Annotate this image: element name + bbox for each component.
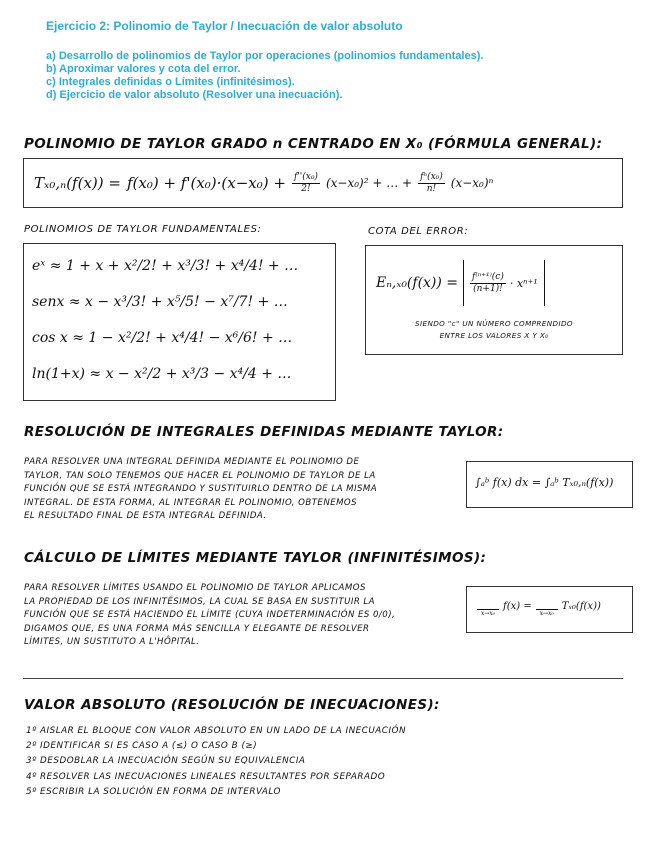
abs-step-4: 4º RESOLVER LAS INECUACIONES LINEALES RESULTANTES POR SEPARADO: [26, 771, 386, 782]
error-note: SIENDO "c" UN NÚMERO COMPRENDIDO ENTRE LOS VALORES X Y X₀: [415, 319, 573, 340]
exercise-item-b: b) Aproximar valores y cota del error.: [46, 63, 241, 75]
taylor-terms: f(x₀) + f'(x₀)·(x−x₀) +: [126, 174, 286, 192]
abs-value-heading: VALOR ABSOLUTO (RESOLUCIÓN DE INECUACIONES):: [24, 697, 440, 713]
error-heading: COTA DEL ERROR:: [368, 226, 469, 237]
taylor-terms-n: (x−x₀)ⁿ: [450, 176, 494, 190]
fundamentals-box: [23, 243, 336, 401]
fundamentals-heading: POLINOMIOS DE TAYLOR FUNDAMENTALES:: [24, 224, 262, 235]
taylor-frac-2: $\frac{\text{f''(x₀)}}{2!}$: [293, 171, 318, 194]
abs-step-3: 3º DESDOBLAR LA INECUACIÓN SEGÚN SU EQUIVALENCIA: [26, 756, 306, 767]
section-divider: [23, 678, 623, 679]
exercise-items: [46, 50, 483, 102]
taylor-frac-n: $\frac{\text{fⁿ(x₀)}}{n!}$: [420, 171, 443, 194]
abs-step-5: 5º ESCRIBIR LA SOLUCIÓN EN FORMA DE INTERVALO: [26, 786, 281, 797]
taylor-general-heading: POLINOMIO DE TAYLOR GRADO n CENTRADO EN X₀ (FÓRMULA GENERAL):: [24, 136, 603, 152]
limit-formula: x→x₀ f(x) = x→x₀ Tₓ₀(f(x)): [477, 595, 601, 617]
error-formula: [376, 258, 545, 308]
fund-row-exp: eˣ ≈ 1 + x + x²/2! + x³/3! + x⁴/4! + …: [32, 258, 299, 274]
taylor-terms-2: (x−x₀)² + … +: [325, 176, 413, 190]
integrals-text: PARA RESOLVER UNA INTEGRAL DEFINIDA MEDIANTE EL POLINOMIO DE TAYLOR, TAN SOLO TENEMOS QUE HACER EL POLINOMIO DE TAYLOR DE LA FUNCIÓN QUE SE ESTÁ INTEGRANDO Y SUSTITUIRLO DENTRO DE LA MISMA INTEGRAL. DE ESTA FORMA, AL INTEGRAR EL POLINOMIO, OBTENEMOS EL RESULTADO FINAL DE ESTA INTEGRAL DEFINIDA.: [24, 457, 378, 522]
exercise-title: Ejercicio 2: Polinomio de Taylor / Inecuación de valor absoluto: [46, 19, 403, 33]
abs-step-2: 2º IDENTIFICAR SI ES CASO A (≤) O CASO B (≥): [26, 741, 258, 752]
error-box: [365, 245, 623, 355]
abs-step-1: 1º AISLAR EL BLOQUE CON VALOR ABSOLUTO EN UN LADO DE LA INECUACIÓN: [26, 726, 407, 736]
integrals-heading: RESOLUCIÓN DE INTEGRALES DEFINIDAS MEDIANTE TAYLOR:: [24, 424, 504, 440]
integral-formula-box: [466, 461, 633, 508]
taylor-lhs: Tₓ₀,ₙ(f(x)) =: [34, 174, 121, 192]
fund-row-ln: ln(1+x) ≈ x − x²/2 + x³/3 − x⁴/4 + …: [32, 366, 292, 382]
limit-formula-box: [466, 586, 633, 633]
error-abs: $\frac{\text{f⁽ⁿ⁺¹⁾(c)}}{(n+1)!}$ · xⁿ⁺¹: [463, 260, 545, 306]
abs-value-steps: [26, 724, 406, 800]
error-lhs: Eₙ,ₓ₀(f(x)) =: [376, 275, 459, 291]
taylor-general-box: [23, 158, 623, 208]
exercise-item-c: c) Integrales definidas o Límites (infinitésimos).: [46, 76, 295, 88]
limits-text: PARA RESOLVER LÍMITES USANDO EL POLINOMIO DE TAYLOR APLICAMOS LA PROPIEDAD DE LOS INFINITÉSIMOS, LA CUAL SE BASA EN SUSTITUIR LA FUNCIÓN QUE SE ESTÁ HACIENDO EL LÍMITE (CUYA INDETERMINACIÓN ES 0/0), DIGAMOS QUE, ES UNA FORMA MÁS SENCILLA Y ELEGANTE DE RESOLVER LÍMITES, UN SUSTITUTO A L'HÔPITAL.: [24, 583, 396, 648]
exercise-item-a: a) Desarrollo de polinomios de Taylor por operaciones (polinomios fundamentales).: [46, 50, 484, 62]
integral-formula: ∫ₐᵇ f(x) dx = ∫ₐᵇ Tₓ₀,ₙ(f(x)): [475, 476, 614, 489]
fund-row-cos: cos x ≈ 1 − x²/2! + x⁴/4! − x⁶/6! + …: [32, 330, 293, 346]
fund-row-sin: senx ≈ x − x³/3! + x⁵/5! − x⁷/7! + …: [32, 294, 288, 310]
exercise-item-d: d) Ejercicio de valor absoluto (Resolver una inecuación).: [46, 89, 343, 101]
limits-heading: CÁLCULO DE LÍMITES MEDIANTE TAYLOR (INFINITÉSIMOS):: [24, 550, 487, 566]
taylor-general-formula: [34, 167, 493, 199]
